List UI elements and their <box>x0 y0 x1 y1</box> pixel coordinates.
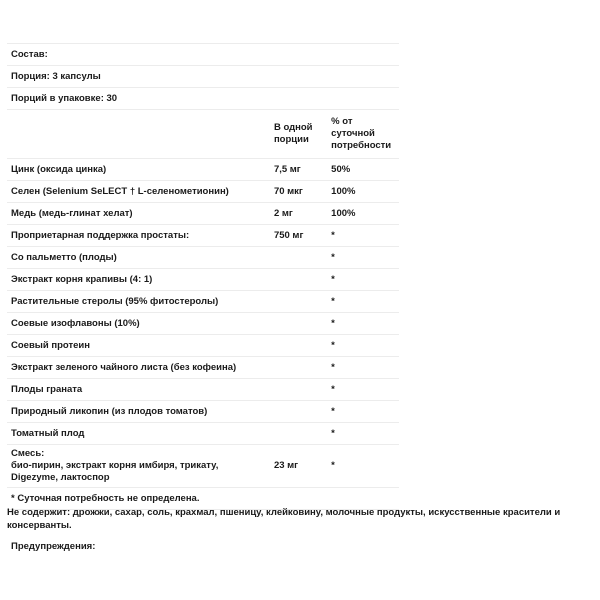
ingredient-amount: 7,5 мг <box>270 159 327 181</box>
blend-line: Смесь: <box>11 448 45 459</box>
column-header-daily-value: % от суточной потребности <box>327 110 399 159</box>
column-header-name <box>7 110 270 159</box>
does-not-contain-text: Не содержит: дрожжи, сахар, соль, крахмал, пшеницу, клейковину, молочные продукты, искусственные красители и консерванты. <box>7 507 561 531</box>
table-row <box>7 247 399 269</box>
table-row <box>7 423 399 445</box>
ingredient-daily-value: 100% <box>327 181 399 203</box>
table-header-row <box>7 110 399 159</box>
blend-line: био-пирин, экстракт корня имбиря, трикату, <box>11 460 219 471</box>
ingredient-name: Селен (Selenium SeLECT † L-селенометионин) <box>7 181 270 203</box>
ingredient-name: Соевый протеин <box>7 335 270 357</box>
ingredient-amount: 750 мг <box>270 225 327 247</box>
ingredient-daily-value: * <box>327 379 399 401</box>
ingredient-amount <box>270 379 327 401</box>
table-row <box>7 181 399 203</box>
ingredient-amount: 23 мг <box>270 445 327 488</box>
ingredient-amount <box>270 401 327 423</box>
table-row <box>7 291 399 313</box>
ingredient-name: Цинк (оксида цинка) <box>7 159 270 181</box>
ingredient-amount: 2 мг <box>270 203 327 225</box>
ingredient-name: Растительные стеролы (95% фитостеролы) <box>7 291 270 313</box>
ingredient-daily-value: * <box>327 291 399 313</box>
ingredient-name: Соевые изофлавоны (10%) <box>7 313 270 335</box>
ingredient-name: Природный ликопин (из плодов томатов) <box>7 401 270 423</box>
serving-size: Порция: 3 капсулы <box>7 66 399 88</box>
table-row <box>7 335 399 357</box>
servings-per-container: Порций в упаковке: 30 <box>7 88 399 110</box>
ingredient-daily-value: 100% <box>327 203 399 225</box>
ingredient-amount <box>270 269 327 291</box>
ingredient-daily-value: * <box>327 225 399 247</box>
ingredient-name: Плоды граната <box>7 379 270 401</box>
ingredient-daily-value: * <box>327 357 399 379</box>
ingredient-amount <box>270 357 327 379</box>
supplement-facts-table <box>7 43 399 510</box>
table-row <box>7 225 399 247</box>
ingredient-daily-value: * <box>327 247 399 269</box>
ingredient-daily-value: * <box>327 335 399 357</box>
table-row <box>7 313 399 335</box>
ingredient-daily-value: * <box>327 269 399 291</box>
ingredient-amount <box>270 291 327 313</box>
ingredient-amount <box>270 335 327 357</box>
ingredient-name: Экстракт корня крапивы (4: 1) <box>7 269 270 291</box>
footnote: * Суточная потребность не определена. <box>7 488 399 510</box>
ingredient-name: Медь (медь-глинат хелат) <box>7 203 270 225</box>
ingredient-daily-value: 50% <box>327 159 399 181</box>
table-row <box>7 357 399 379</box>
table-row <box>7 401 399 423</box>
table-row <box>7 269 399 291</box>
ingredient-daily-value: * <box>327 423 399 445</box>
table-row <box>7 445 399 488</box>
ingredient-name: Проприетарная поддержка простаты: <box>7 225 270 247</box>
table-row <box>7 159 399 181</box>
ingredient-amount: 70 мкг <box>270 181 327 203</box>
ingredient-daily-value: * <box>327 401 399 423</box>
facts-title: Состав: <box>7 44 399 66</box>
ingredient-daily-value: * <box>327 445 399 488</box>
table-row <box>7 379 399 401</box>
ingredient-name: Со пальметто (плоды) <box>7 247 270 269</box>
ingredient-name: Томатный плод <box>7 423 270 445</box>
ingredient-amount <box>270 423 327 445</box>
blend-line: Digezyme, лактоспор <box>11 472 110 483</box>
ingredient-name-blend <box>7 445 270 488</box>
column-header-amount: В одной порции <box>270 110 327 159</box>
ingredient-amount <box>270 313 327 335</box>
ingredient-amount <box>270 247 327 269</box>
ingredient-daily-value: * <box>327 313 399 335</box>
table-row <box>7 203 399 225</box>
ingredient-name: Экстракт зеленого чайного листа (без кофеина) <box>7 357 270 379</box>
warnings-heading: Предупреждения: <box>11 541 96 552</box>
